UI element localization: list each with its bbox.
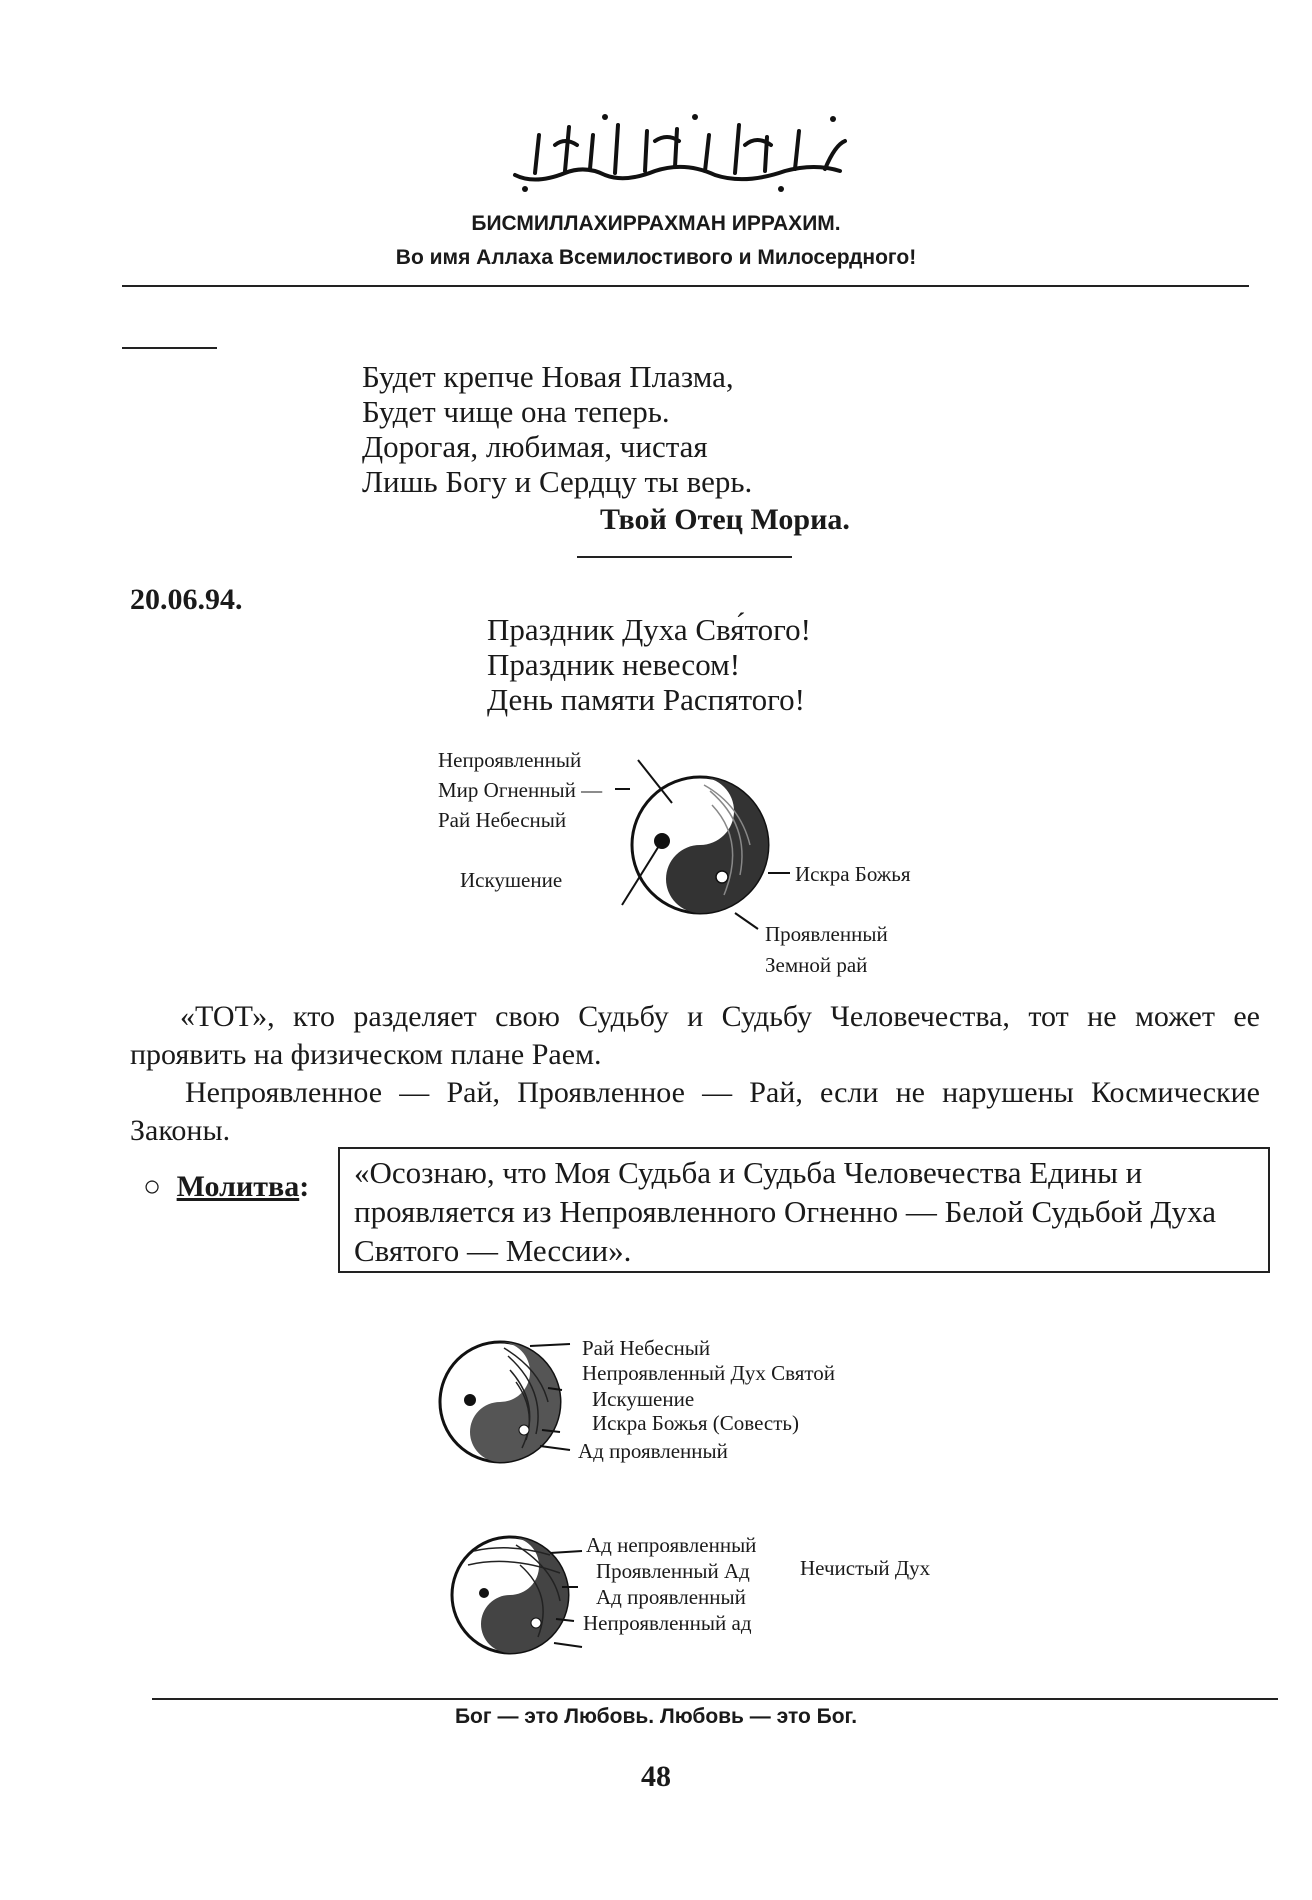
header-title: БИСМИЛЛАХИРРАХМАН ИРРАХИМ. bbox=[471, 212, 841, 235]
body-paragraph: «ТОТ», кто разделяет свою Судьбу и Судьбу Человечества, тот не может ее проявить на физическом плане Раем. bbox=[130, 1000, 1260, 1071]
diagram-1-label: Земной рай bbox=[765, 953, 868, 977]
diagram-1-label: Рай Небесный bbox=[438, 808, 567, 832]
prayer-label-text: Молитва bbox=[176, 1170, 300, 1203]
header-rule bbox=[122, 285, 1249, 287]
yin-yang-diagram-2 bbox=[430, 1330, 590, 1470]
prayer-label bbox=[143, 1170, 309, 1204]
diagram-1-label: Искра Божья bbox=[795, 862, 911, 886]
diagram-1-label: Мир Огненный — bbox=[438, 778, 603, 802]
prayer-text: «Осознаю, что Моя Судьба и Судьба Человечества Едины и проявляется из Непроявленного Огненно — Белой Судьбой Духа Святого — Мессии». bbox=[354, 1155, 1216, 1268]
page-number: 48 bbox=[641, 1760, 671, 1793]
diagram-3-label: Ад непроявленный bbox=[586, 1533, 757, 1557]
signature-rule bbox=[577, 556, 792, 558]
prayer-box bbox=[338, 1147, 1270, 1273]
diagram-2-label: Искра Божья (Совесть) bbox=[592, 1411, 799, 1435]
yin-yang-diagram-1 bbox=[600, 745, 800, 945]
poem-signature: Твой Отец Мориа. bbox=[600, 503, 850, 536]
poem-1-line: Дорогая, любимая, чистая bbox=[362, 429, 708, 464]
prayer-label-colon: : bbox=[299, 1170, 310, 1203]
body-paragraph: Непроявленное — Рай, Проявленное — Рай, если не нарушены Космические Законы. bbox=[130, 1076, 1260, 1147]
footer-motto: Бог — это Любовь. Любовь — это Бог. bbox=[454, 1705, 858, 1728]
circle-bullet-icon: ○ bbox=[143, 1170, 162, 1203]
entry-date: 20.06.94. bbox=[130, 583, 243, 616]
diagram-3-label: Ад проявленный bbox=[596, 1585, 746, 1609]
poem-2 bbox=[487, 612, 811, 717]
poem-2-line: Праздник невесом! bbox=[487, 647, 741, 682]
diagram-1-label: Непроявленный bbox=[438, 748, 582, 772]
bismillah-calligraphy bbox=[495, 105, 855, 195]
diagram-3-label: Проявленный Ад bbox=[596, 1559, 750, 1583]
diagram-2-label: Непроявленный Дух Святой bbox=[582, 1361, 836, 1385]
poem-1-line: Будет крепче Новая Плазма, bbox=[362, 359, 734, 394]
footer-rule bbox=[152, 1698, 1278, 1700]
short-rule bbox=[122, 347, 217, 349]
diagram-1-label: Искушение bbox=[460, 868, 563, 892]
poem-1-line: Лишь Богу и Сердцу ты верь. bbox=[362, 464, 753, 499]
diagram-1-label: Проявленный bbox=[765, 922, 888, 946]
diagram-3-label: Непроявленный ад bbox=[583, 1611, 752, 1635]
poem-2-line: Праздник Духа Свя́того! bbox=[487, 612, 811, 647]
poem-2-line: День памяти Распятого! bbox=[487, 682, 805, 717]
poem-1-line: Будет чище она теперь. bbox=[362, 394, 670, 429]
yin-yang-diagram-3 bbox=[450, 1525, 600, 1665]
header-subtitle: Во имя Аллаха Всемилостивого и Милосердного! bbox=[395, 246, 917, 269]
diagram-2-label: Рай Небесный bbox=[582, 1336, 711, 1360]
diagram-2-label: Ад проявленный bbox=[578, 1439, 728, 1463]
diagram-3-label: Нечистый Дух bbox=[800, 1556, 931, 1580]
diagram-2-label: Искушение bbox=[592, 1387, 695, 1411]
poem-1 bbox=[362, 359, 752, 499]
